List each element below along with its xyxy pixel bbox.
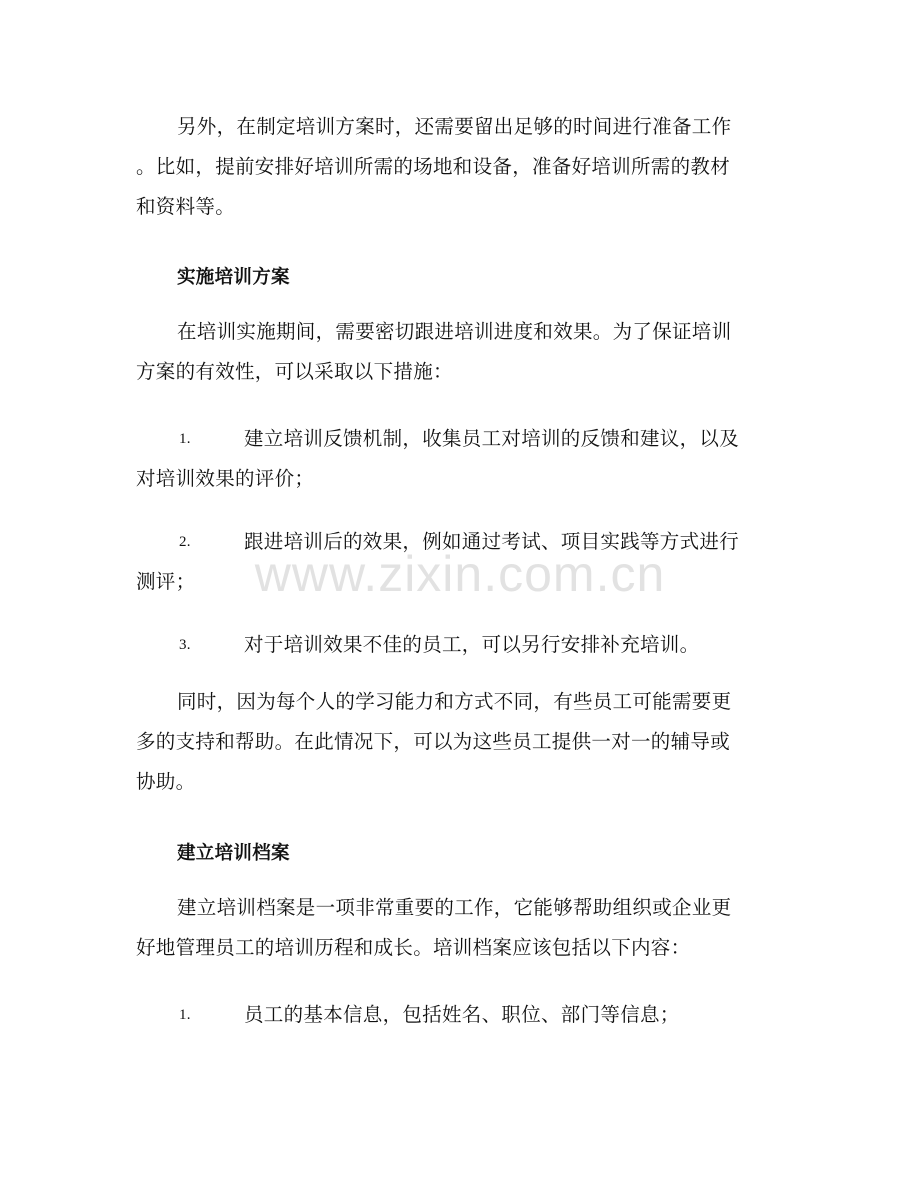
paragraph-line: 。比如，提前安排好培训所需的场地和设备，准备好培训所需的教材 [136, 155, 731, 178]
paragraph-line: 协助。 [136, 770, 196, 793]
paragraph-line: 另外，在制定培训方案时，还需要留出足够的时间进行准备工作 [177, 115, 732, 138]
paragraph-line: 在培训实施期间，需要密切跟进培训进度和效果。为了保证培训 [177, 320, 732, 343]
paragraph-implementation [136, 312, 776, 392]
paragraph-preparation [136, 107, 776, 227]
paragraph-line: 好地管理员工的培训历程和成长。培训档案应该包括以下内容： [136, 936, 691, 959]
paragraph-line: 建立培训档案是一项非常重要的工作，它能够帮助组织或企业更 [177, 896, 732, 919]
paragraph-line: 多的支持和帮助。在此情况下，可以为这些员工提供一对一的辅导或 [136, 730, 731, 753]
list-item-text: 建立培训反馈机制，收集员工对培训的反馈和建议，以及 [244, 427, 740, 450]
list-item-text: 员工的基本信息，包括姓名、职位、部门等信息； [244, 1003, 680, 1026]
paragraph-records [136, 888, 776, 968]
paragraph-line: 同时，因为每个人的学习能力和方式不同，有些员工可能需要更 [177, 690, 732, 713]
list-item [136, 419, 776, 499]
list-item-text: 跟进培训后的效果，例如通过考试、项目实践等方式进行 [244, 530, 740, 553]
list-item [136, 995, 776, 1035]
list-item-number: 3. [179, 637, 191, 653]
list-item-text-continued: 对培训效果的评价； [136, 467, 315, 490]
list-item-text-continued: 测评； [136, 570, 196, 593]
list-item [136, 625, 776, 665]
list-item-number: 1. [179, 1007, 191, 1023]
section-heading-implement: 实施培训方案 [177, 267, 290, 288]
paragraph-individual-support [136, 682, 776, 802]
section-heading-records: 建立培训档案 [177, 843, 290, 864]
list-item-text: 对于培训效果不佳的员工，可以另行安排补充培训。 [244, 633, 700, 656]
list-item-number: 1. [179, 431, 191, 447]
watermark: www.zixin.com.cn [254, 546, 666, 602]
list-item-number: 2. [179, 534, 191, 550]
list-item [136, 522, 776, 602]
paragraph-line: 和资料等。 [136, 195, 236, 218]
paragraph-line: 方案的有效性，可以采取以下措施： [136, 360, 453, 383]
